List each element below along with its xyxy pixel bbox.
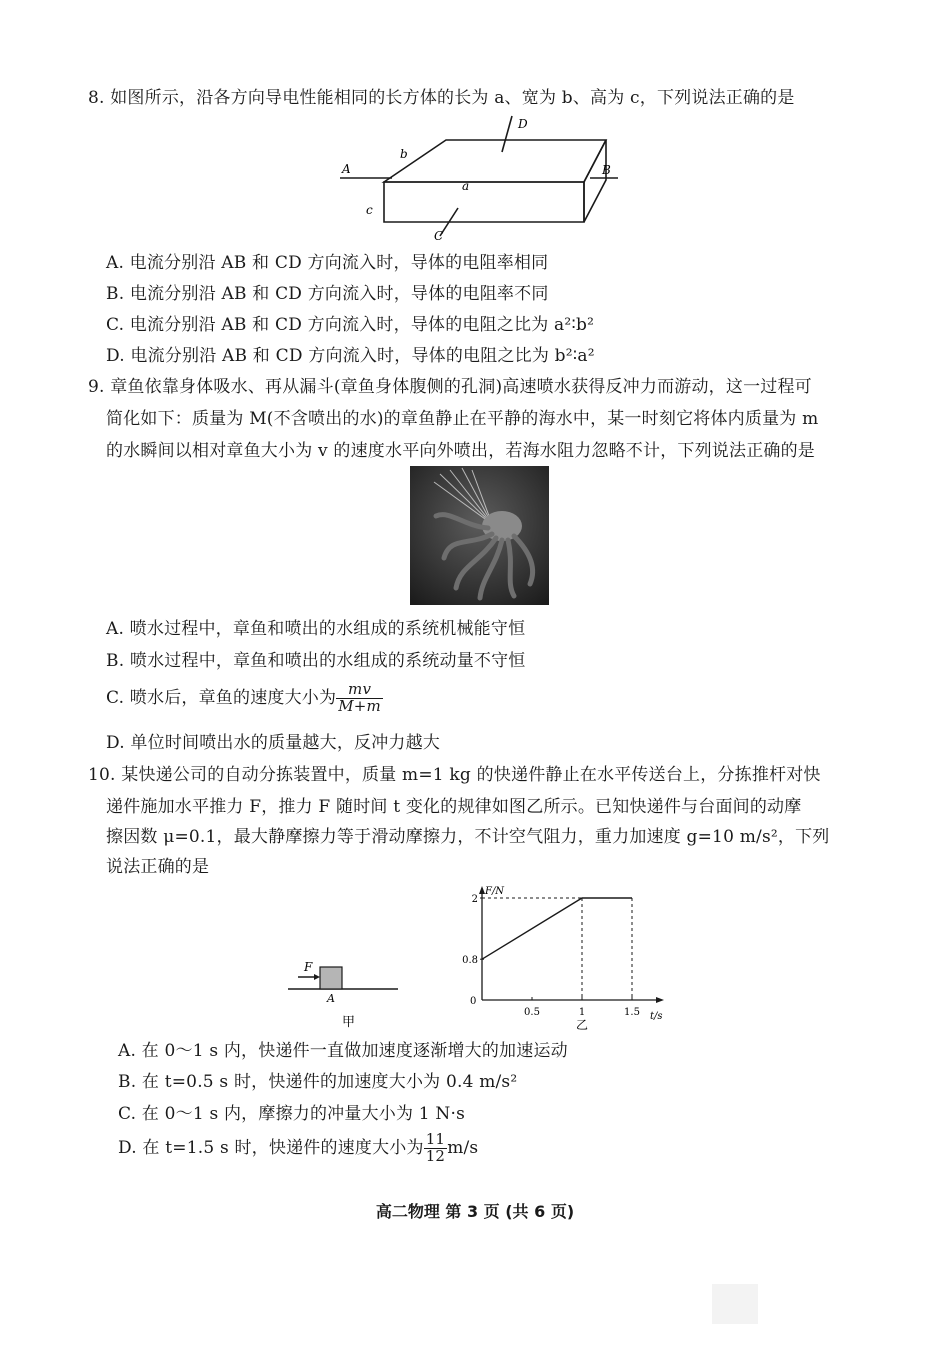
q9-option-a: A. 喷水过程中，章鱼和喷出的水组成的系统机械能守恒 xyxy=(106,619,526,639)
q9-option-c xyxy=(106,682,383,715)
q10-option-b: B. 在 t=0.5 s 时，快递件的加速度大小为 0.4 m/s² xyxy=(118,1072,518,1092)
q10-option-d-text: D. 在 t=1.5 s 时，快递件的速度大小为 xyxy=(118,1137,424,1158)
q10-figure-jia xyxy=(286,958,406,1030)
q9-stem-line3: 的水瞬间以相对章鱼大小为 v 的速度水平向外喷出，若海水阻力忽略不计，下列说法正确的是 xyxy=(106,441,816,461)
jia-F-label: F xyxy=(304,960,313,974)
q9-option-c-fraction xyxy=(336,682,383,715)
q10-option-d xyxy=(118,1132,478,1165)
label-a: a xyxy=(462,179,470,193)
label-A: A xyxy=(342,162,351,176)
y-tick-label: 2 xyxy=(471,894,478,905)
q10-option-d-unit: m/s xyxy=(447,1137,479,1158)
q8-option-d: D. 电流分别沿 AB 和 CD 方向流入时，导体的电阻之比为 b²∶a² xyxy=(106,346,595,366)
page-footer: 高二物理 第 3 页 (共 6 页) xyxy=(375,1202,575,1221)
q10-stem-line4: 说法正确的是 xyxy=(106,857,210,877)
scan-smudge xyxy=(712,1284,758,1324)
label-D: D xyxy=(518,117,528,131)
y-tick-label: 0.8 xyxy=(462,955,478,967)
x-axis-arrow xyxy=(656,997,664,1003)
q10-stem-line1: 10. 某快递公司的自动分拣装置中，质量 m=1 kg 的快递件静止在水平传送台上，分拣推杆对快 xyxy=(88,765,821,785)
q10-option-d-denominator: 12 xyxy=(425,1146,446,1165)
q10-option-d-fraction xyxy=(424,1132,448,1165)
y-axis-label: F/N xyxy=(485,886,505,897)
q10-figure-yi-chart xyxy=(458,880,688,1030)
q9-option-c-numerator: mv xyxy=(336,682,383,699)
force-line xyxy=(482,898,632,959)
q8-option-a: A. 电流分别沿 AB 和 CD 方向流入时，导体的电阻率相同 xyxy=(106,253,549,273)
q9-stem-line1: 9. 章鱼依靠身体吸水、再从漏斗(章鱼身体腹侧的孔洞)高速喷水获得反冲力而游动，这一过程可 xyxy=(88,377,812,397)
q9-option-b: B. 喷水过程中，章鱼和喷出的水组成的系统动量不守恒 xyxy=(106,651,526,671)
x-axis-label: t/s xyxy=(650,1011,663,1022)
q10-option-c: C. 在 0～1 s 内，摩擦力的冲量大小为 1 N·s xyxy=(118,1104,466,1124)
q9-option-d: D. 单位时间喷出水的质量越大，反冲力越大 xyxy=(106,733,441,753)
x-tick-label: 0.5 xyxy=(524,1007,540,1018)
q10-option-d-numerator: 11 xyxy=(425,1130,446,1148)
label-c: c xyxy=(366,203,373,217)
q8-option-b: B. 电流分别沿 AB 和 CD 方向流入时，导体的电阻率不同 xyxy=(106,284,549,304)
jia-A-label: A xyxy=(327,992,335,1005)
x-tick-label: 1.5 xyxy=(624,1007,640,1018)
q8-cuboid-figure xyxy=(336,112,626,247)
q10-stem-line2: 递件施加水平推力 F，推力 F 随时间 t 变化的规律如图乙所示。已知快递件与台面间的动摩 xyxy=(106,797,802,817)
origin-label: 0 xyxy=(470,996,477,1007)
q9-option-c-denominator: M+m xyxy=(338,696,381,715)
label-B: B xyxy=(602,163,611,177)
label-b: b xyxy=(400,147,408,161)
octopus-photo xyxy=(410,466,549,605)
q9-stem-line2: 简化如下：质量为 M(不含喷出的水)的章鱼静止在平静的海水中，某一时刻它将体内质量为 m xyxy=(106,409,819,429)
q9-option-c-text: C. 喷水后，章鱼的速度大小为 xyxy=(106,687,337,708)
yi-caption: 乙 xyxy=(576,1018,589,1030)
q10-stem-line3: 擦因数 μ=0.1，最大静摩擦力等于滑动摩擦力，不计空气阻力，重力加速度 g=10 m/s²，下列 xyxy=(106,827,830,847)
x-tick-label: 1 xyxy=(578,1007,586,1018)
label-C: C xyxy=(434,229,444,243)
jia-caption: 甲 xyxy=(342,1015,356,1030)
q8-stem: 8. 如图所示，沿各方向导电性能相同的长方体的长为 a、宽为 b、高为 c，下列说法正确的是 xyxy=(88,88,795,108)
q8-option-c: C. 电流分别沿 AB 和 CD 方向流入时，导体的电阻之比为 a²∶b² xyxy=(106,315,595,335)
q10-option-a: A. 在 0～1 s 内，快递件一直做加速度逐渐增大的加速运动 xyxy=(118,1041,568,1061)
